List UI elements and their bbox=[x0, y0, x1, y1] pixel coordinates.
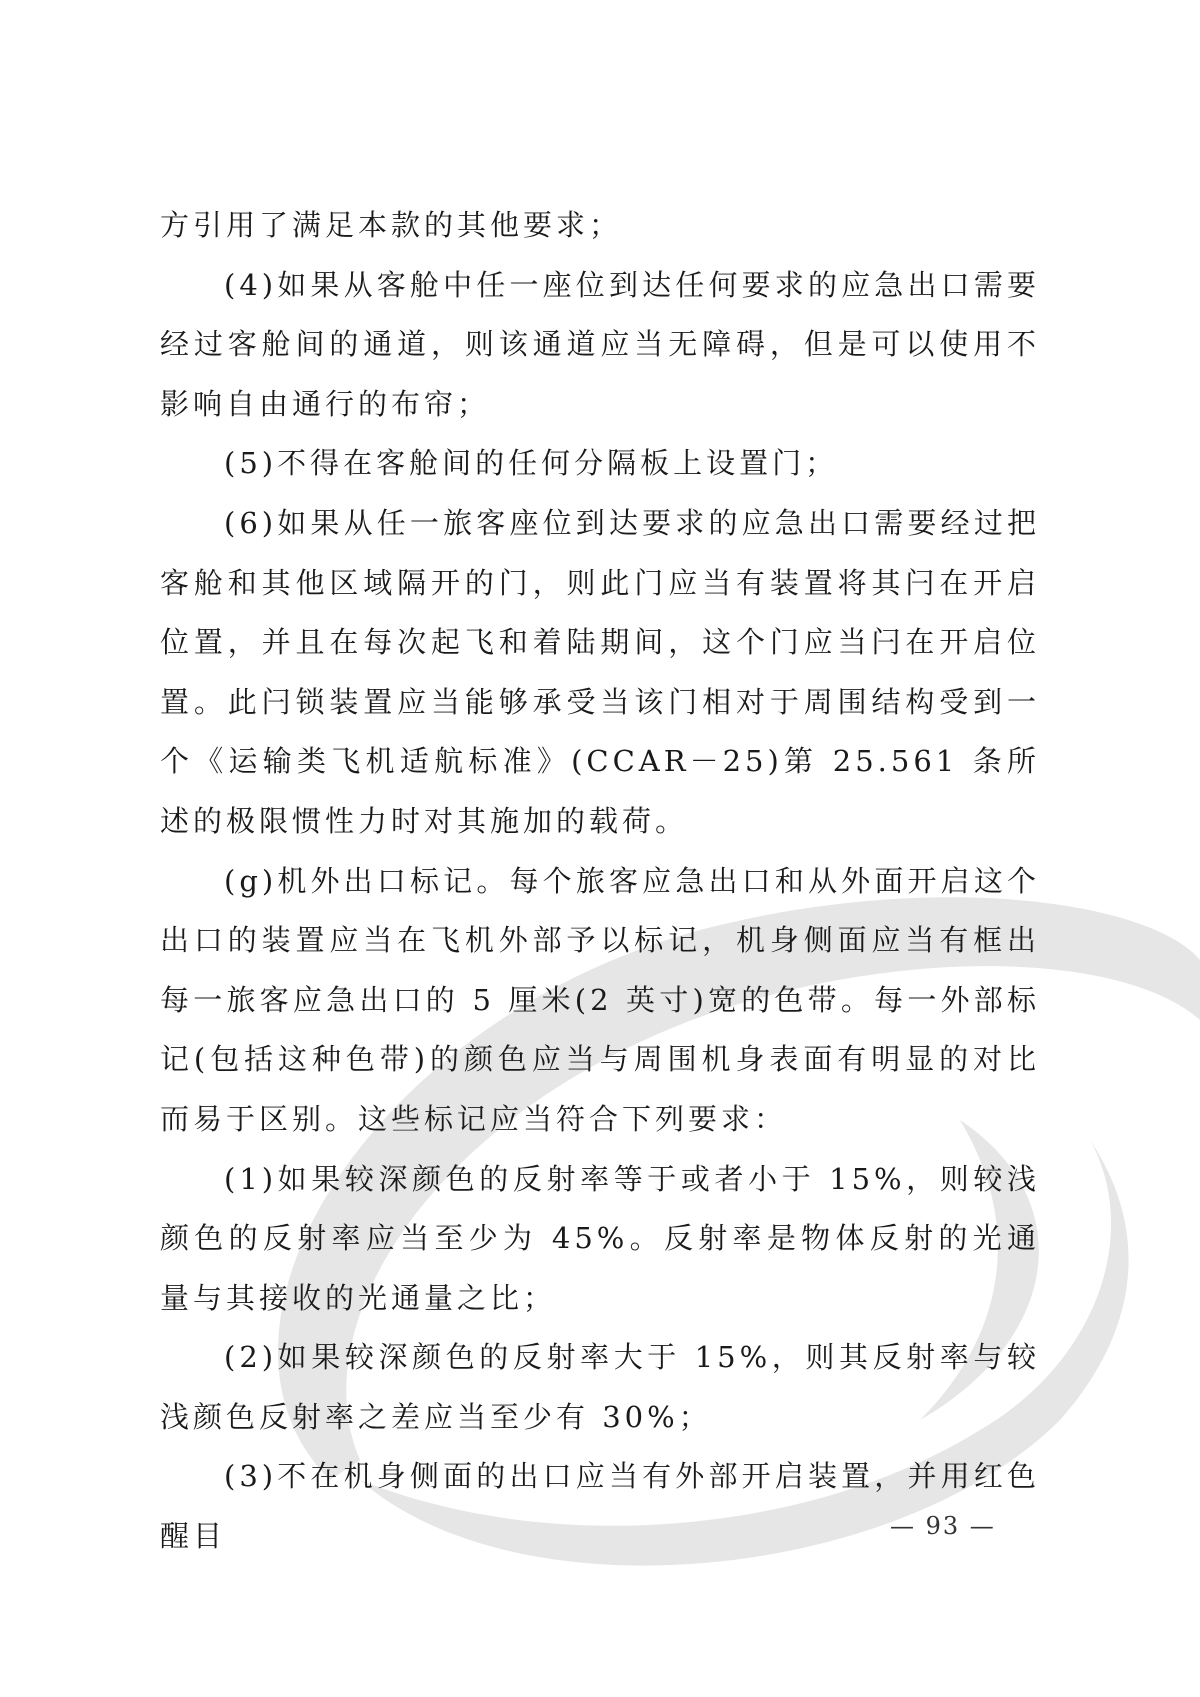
document-body bbox=[160, 196, 1040, 1567]
paragraph-8: (3)不在机身侧面的出口应当有外部开启装置，并用红色醒目 bbox=[160, 1459, 1040, 1554]
paragraph-2: (4)如果从客舱中任一座位到达任何要求的应急出口需要经过客舱间的通道，则该通道应当无障碍，但是可以使用不影响自由通行的布帘； bbox=[160, 267, 1040, 421]
paragraph-7: (2)如果较深颜色的反射率大于 15%，则其反射率与较浅颜色反射率之差应当至少有 30%； bbox=[160, 1340, 1040, 1434]
paragraph-5: (g)机外出口标记。每个旅客应急出口和从外面开启这个出口的装置应当在飞机外部予以标记，机身侧面应当有框出每一旅客应急出口的 5 厘米(2 英寸)宽的色带。每一外部标记(包括这种色带)的颜色应当与周围机身表面有明显的对比而易于区别。这些标记应当符合下列要求： bbox=[160, 863, 1040, 1136]
paragraph-4: (6)如果从任一旅客座位到达要求的应急出口需要经过把客舱和其他区域隔开的门，则此门应当有装置将其闩在开启位置，并且在每次起飞和着陆期间，这个门应当闩在开启位置。此闩锁装置应当能够承受当该门相对于周围结构受到一个《运输类飞机适航标准》(CCAR－25)第 25.561 条所述的极限惯性力时对其施加的载荷。 bbox=[160, 505, 1040, 838]
paragraph-1: 方引用了满足本款的其他要求； bbox=[160, 208, 623, 242]
paragraph-3: (5)不得在客舱间的任何分隔板上设置门； bbox=[224, 446, 839, 481]
page-number: — 93 — bbox=[890, 1512, 996, 1540]
paragraph-6: (1)如果较深颜色的反射率等于或者小于 15%，则较浅颜色的反射率应当至少为 45%。反射率是物体反射的光通量与其接收的光通量之比； bbox=[160, 1161, 1040, 1315]
